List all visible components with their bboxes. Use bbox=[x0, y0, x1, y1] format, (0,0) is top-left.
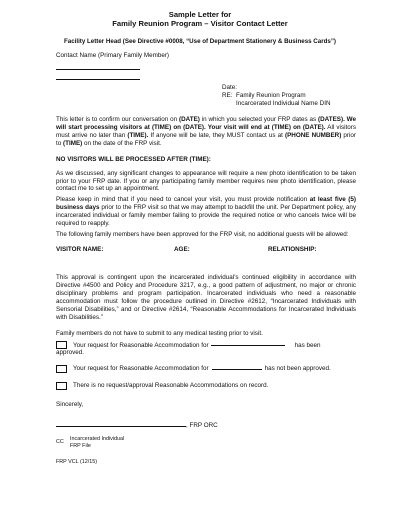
cc-line-2: FRP File bbox=[70, 442, 91, 449]
not-approved-blank-line[interactable] bbox=[212, 369, 262, 370]
re-block bbox=[222, 84, 400, 108]
not-approved-text-post: has not been approved. bbox=[264, 365, 331, 373]
contact-line-2 bbox=[56, 79, 140, 80]
approved-checkbox[interactable] bbox=[56, 341, 67, 349]
p3-text-1: Please keep in mind that if you need to cancel your visit, you must provide notification bbox=[56, 196, 310, 204]
p1-bold-1: (DATE) bbox=[179, 116, 200, 124]
title-line-1: Sample Letter for bbox=[168, 10, 232, 19]
re-detail: Incarcerated Individual Name DIN bbox=[236, 99, 331, 107]
age-header: AGE: bbox=[174, 245, 190, 253]
p1-bold-2: (DATES). We will start processing visitors at (TIME) on (DATE). Your visit will end at (TIME) on (DATE). bbox=[56, 116, 357, 132]
p1-text-6: on the date of the FRP visit. bbox=[82, 139, 162, 147]
approved-text: Your request for Reasonable Accommodation for bbox=[73, 341, 209, 349]
title-line-2: Family Reunion Program – Visitor Contact Letter bbox=[112, 19, 288, 29]
visitor-table-header bbox=[56, 246, 356, 254]
checkbox-option-approved bbox=[56, 341, 356, 357]
sincerely: Sincerely, bbox=[56, 401, 84, 409]
p1-text-2: in which you selected your FRP dates as bbox=[199, 116, 318, 124]
checkbox-option-no-request bbox=[56, 382, 356, 390]
p1-bold-5: (TIME) bbox=[63, 139, 83, 147]
signature-blank[interactable] bbox=[56, 426, 186, 427]
form-code: FRP VCL (12/15) bbox=[56, 458, 98, 465]
p1-bold-3: (TIME). bbox=[127, 132, 149, 140]
signature-line bbox=[56, 422, 356, 430]
letter-title bbox=[0, 10, 400, 28]
re-label: RE: bbox=[222, 91, 233, 99]
date-label: Date: bbox=[222, 83, 238, 91]
approved-text-cont: approved. bbox=[56, 349, 85, 357]
re-row bbox=[222, 92, 400, 100]
p1-text-5: prior to bbox=[56, 132, 356, 147]
approved-blank-line[interactable] bbox=[211, 345, 285, 346]
p1-bold-4: (PHONE NUMBER) bbox=[284, 132, 342, 140]
cc-label: CC bbox=[56, 439, 64, 446]
p3-text-2: prior to the FRP visit so that we may attempt to backfill the unit. Per Department policy, any incarcerated individual or family member failing to provide the required notice or who cancels twice will be required to reapply. bbox=[56, 204, 356, 227]
cc-line-1: Incarcerated Individual bbox=[70, 436, 125, 443]
p1-text-4: If anyone will be late, they MUST contact us at bbox=[148, 132, 285, 140]
paragraph-approved-members: The following family members have been approved for the FRP visit, no additional guests will be allowed: bbox=[56, 230, 349, 238]
contact-name-label: Contact Name (Primary Family Member) bbox=[56, 51, 170, 59]
checkbox-option-not-approved bbox=[56, 365, 356, 373]
re-text: Family Reunion Program bbox=[236, 91, 306, 99]
signature-suffix: , FRP ORC bbox=[186, 422, 218, 430]
visitor-name-header: VISITOR NAME: bbox=[56, 245, 104, 253]
not-approved-text: Your request for Reasonable Accommodation for bbox=[73, 365, 209, 373]
cc-recipients bbox=[70, 436, 124, 450]
relationship-header: RELATIONSHIP: bbox=[268, 245, 317, 253]
paragraph-contingent-approval: This approval is contingent upon the incarcerated individual’s continued eligibility in accordance with Directive #4500 and Policy and Procedure 3217, e.g., a good pattern of adjustment, no major or chronic disciplinary problems and program participation. Incarcerated individuals who need a reasonable accommodation must follow the procedure outlined in Directive #2612, “Incarcerated Individuals with Sensorial Disabilities,” and or Directive #2614, “Reasonable Accommodations for Incarcerated Individuals with Disabilities.” bbox=[56, 274, 356, 321]
approved-text-post: has been bbox=[294, 341, 321, 349]
paragraph-cancellation bbox=[56, 196, 356, 227]
p1-text-1: This letter is to confirm our conversation on bbox=[56, 116, 180, 124]
p3-bold-1: at least five (5) business days bbox=[56, 196, 356, 212]
cc-block bbox=[56, 436, 356, 450]
paragraph-confirmation bbox=[56, 116, 356, 147]
p1-text-3: All visitors must arrive no later than bbox=[56, 124, 356, 140]
contact-block bbox=[56, 52, 356, 80]
no-visitors-heading: NO VISITORS WILL BE PROCESSED AFTER (TIME): bbox=[56, 155, 211, 163]
paragraph-medical-testing: Family members do not have to submit to any medical testing prior to visit. bbox=[56, 329, 263, 337]
paragraph-photo-id: As we discussed, any significant changes to appearance will require a new photo identification to be taken prior to your FRP date. If you or any participating family member requires new photo identification, please contact me to set up an appointment. bbox=[56, 169, 356, 193]
not-approved-checkbox[interactable] bbox=[56, 365, 67, 373]
letterhead-note: Facility Letter Head (See Directive #0008, “Use of Department Stationery & Business Cards”) bbox=[63, 38, 336, 46]
no-request-checkbox[interactable] bbox=[56, 382, 67, 390]
no-request-text: There is no request/approval Reasonable Accommodations on record. bbox=[73, 382, 269, 390]
contact-line-1 bbox=[56, 69, 140, 70]
